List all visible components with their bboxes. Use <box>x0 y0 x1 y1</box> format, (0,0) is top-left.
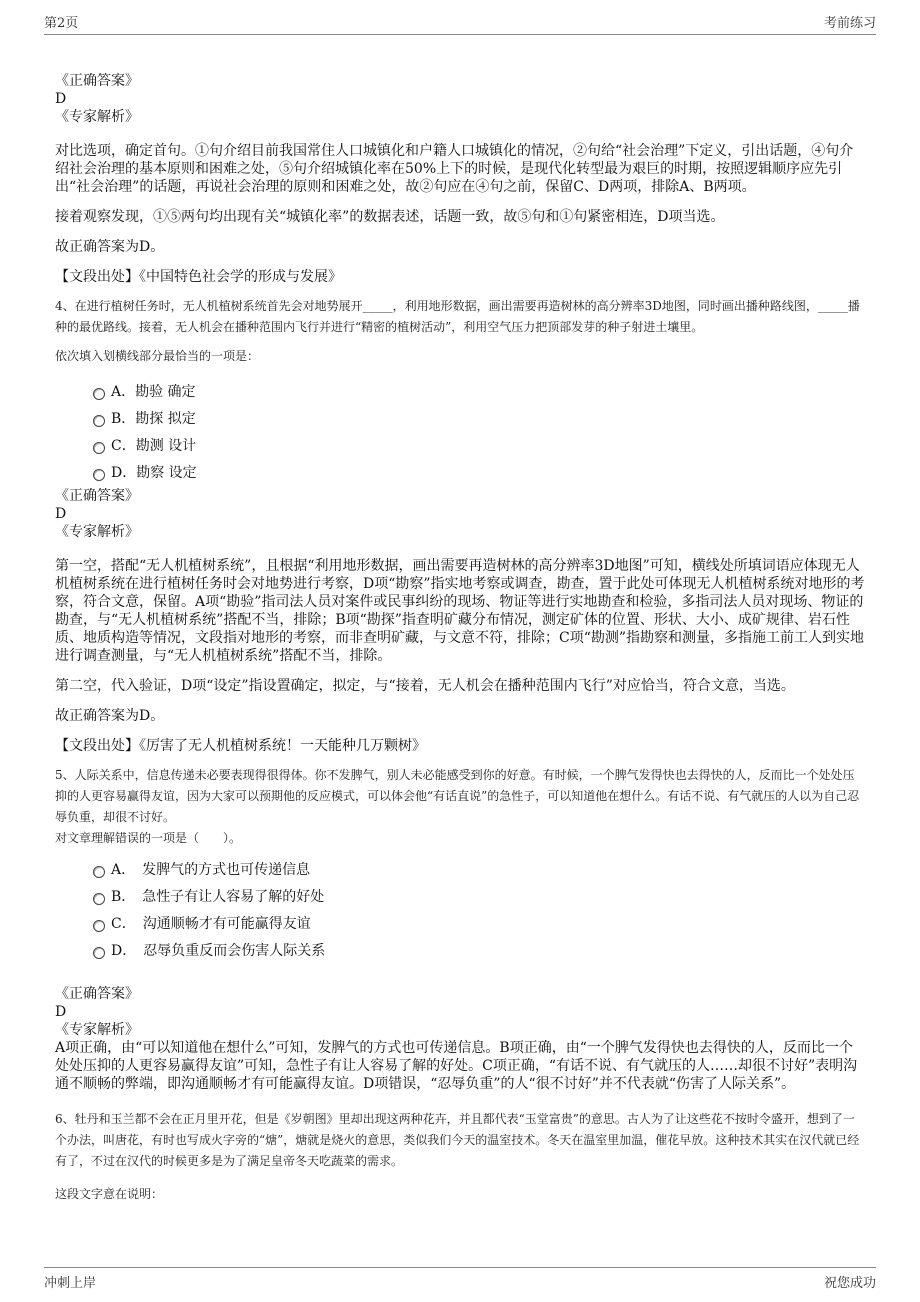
answer-label: 《正确答案》 <box>55 488 139 504</box>
question-prompt: 对文章理解错误的一项是（ ）。 <box>55 831 242 845</box>
radio-button[interactable] <box>93 893 105 905</box>
page-number: 第2页 <box>44 16 79 31</box>
option-d[interactable] <box>93 938 865 965</box>
option-c[interactable] <box>93 911 865 938</box>
page-footer <box>44 1267 876 1296</box>
option-b[interactable] <box>93 884 865 911</box>
option-label: C． 沟通顺畅才有可能赢得友谊 <box>111 916 311 932</box>
question-stem: 4、在进行植树任务时，无人机植树系统首先会对地势展开_____，利用地形数据，画出需要再造树林的高分辨率3D地图，同时画出播种路线图，_____播种的最优路线。接着，无人机会在播种范围内飞行并进行“精密的植树活动”，利用空气压力把顶部发芽的种子射进土壤里。 <box>55 299 860 334</box>
radio-button[interactable] <box>93 469 105 481</box>
option-b[interactable] <box>93 406 865 433</box>
footer-right-text: 祝您成功 <box>823 1276 876 1291</box>
analysis-paragraph: 接着观察发现，①⑤两句均出现有关“城镇化率”的数据表述，话题一致，故⑤句和①句紧密相连，D项当选。 <box>55 209 725 225</box>
option-d[interactable] <box>93 460 865 487</box>
source-citation: 【文段出处】《厉害了无人机植树系统！一天能种几万颗树》 <box>55 738 426 754</box>
analysis-label: 《专家解析》 <box>55 1022 139 1038</box>
analysis-paragraph: 第一空，搭配“无人机植树系统”，且根据“利用地形数据，画出需要再造树林的高分辨率3D地图”可知，横线处所填词语应体现无人机植树系统在进行植树任务时会对地势进行考察，D项“勘察”指实地考察或调查，勘查，置于此处可体现无人机植树系统对地形的考察，符合文意，保留。A项“勘验”指司法人员对案件或民事纠纷的现场、物证等进行实地勘查和检验，多指司法人员对现场、物证的勘查，与“无人机植树系统”搭配不当，排除；B项“勘探”指查明矿藏分布情况，测定矿体的位置、形状、大小、成矿规律、岩石性质、地质构造等情况，文段指对地形的考察，而非查明矿藏，与文意不符，排除；C项“勘测”指勘察和测量，多指施工前工人到实地进行调查测量，与“无人机植树系统”搭配不当，排除。 <box>55 558 865 664</box>
radio-button[interactable] <box>93 947 105 959</box>
option-label: C．勘测 设计 <box>111 438 197 454</box>
answer-label: 《正确答案》 <box>55 73 139 89</box>
option-c[interactable] <box>93 433 865 460</box>
analysis-paragraph: 对比选项，确定首句。①句介绍目前我国常住人口城镇化和户籍人口城镇化的情况，②句给“社会治理”下定义，引出话题，④句介绍社会治理的基本原则和困难之处，⑤句介绍城镇化率在50%上下的时候，是现代化转型最为艰巨的时期，按照逻辑顺序应先引出“社会治理”的话题，再说社会治理的原则和困难之处，故②句应在④句之前，保留C、D两项，排除A、B两项。 <box>55 143 854 195</box>
footer-left-text: 冲刺上岸 <box>44 1276 97 1291</box>
question-stem: 5、人际关系中，信息传递未必要表现得很得体。你不发脾气，别人未必能感受到你的好意。有时候，一个脾气发得快也去得快的人，反而比一个处处压抑的人更容易赢得友谊，因为大家可以预期他的反应模式，可以体会他“有话直说”的急性子，可以知道他在想什么。有话不说、有气就压的人以为自己忍辱负重，却很不讨好。 <box>55 768 860 824</box>
option-label: A．勘验 确定 <box>111 384 196 400</box>
answer-value: D <box>55 91 67 107</box>
option-a[interactable] <box>93 379 865 406</box>
radio-button[interactable] <box>93 866 105 878</box>
answer-value: D <box>55 506 67 522</box>
option-label: B． 急性子有让人容易了解的好处 <box>111 889 325 905</box>
radio-button[interactable] <box>93 415 105 427</box>
radio-button[interactable] <box>93 388 105 400</box>
source-citation: 【文段出处】《中国特色社会学的形成与发展》 <box>55 269 342 285</box>
analysis-paragraph: 故正确答案为D。 <box>55 708 165 724</box>
analysis-paragraph: 故正确答案为D。 <box>55 239 165 255</box>
option-label: B．勘探 拟定 <box>111 411 196 427</box>
analysis-paragraph: A项正确，由“可以知道他在想什么”可知，发脾气的方式也可传递信息。B项正确，由“一个脾气发得快也去得快的人，反而比一个处处压抑的人更容易赢得友谊”可知，急性子有让人容易了解的好处。C项正确，“有话不说、有气就压的人……却很不讨好”表明沟通不顺畅的弊端，即沟通顺畅才有可能赢得友谊。D项错误，“忍辱负重”的人“很不讨好”并不代表就“伤害了人际关系”。 <box>55 1040 858 1092</box>
option-label: A． 发脾气的方式也可传递信息 <box>111 862 311 878</box>
answer-label: 《正确答案》 <box>55 986 139 1002</box>
question-prompt: 这段文字意在说明： <box>55 1187 164 1201</box>
answer-value: D <box>55 1004 67 1020</box>
question-stem: 6、牡丹和玉兰都不会在正月里开花，但是《岁朝图》里却出现这两种花卉，并且都代表“玉堂富贵”的意思。古人为了让这些花不按时令盛开，想到了一个办法，叫唐花，有时也写成火字旁的“煻”，煻就是烧火的意思，类似我们今天的温室技术。冬天在温室里加温，催花早放。这种技术其实在汉代就已经有了，不过在汉代的时候更多是为了满足皇帝冬天吃蔬菜的需求。 <box>55 1112 860 1168</box>
radio-button[interactable] <box>93 442 105 454</box>
radio-button[interactable] <box>93 920 105 932</box>
main-content <box>55 72 865 1205</box>
page-header <box>44 12 876 35</box>
analysis-paragraph: 第二空，代入验证，D项“设定”指设置确定，拟定，与“接着，无人机会在播种范围内飞行”对应恰当，符合文意，当选。 <box>55 678 795 694</box>
option-a[interactable] <box>93 857 865 884</box>
option-label: D． 忍辱负重反而会伤害人际关系 <box>111 943 326 959</box>
question-prompt: 依次填入划横线部分最恰当的一项是： <box>55 349 260 363</box>
option-label: D．勘察 设定 <box>111 465 197 481</box>
header-title: 考前练习 <box>823 16 876 31</box>
analysis-label: 《专家解析》 <box>55 524 139 540</box>
analysis-label: 《专家解析》 <box>55 109 139 125</box>
